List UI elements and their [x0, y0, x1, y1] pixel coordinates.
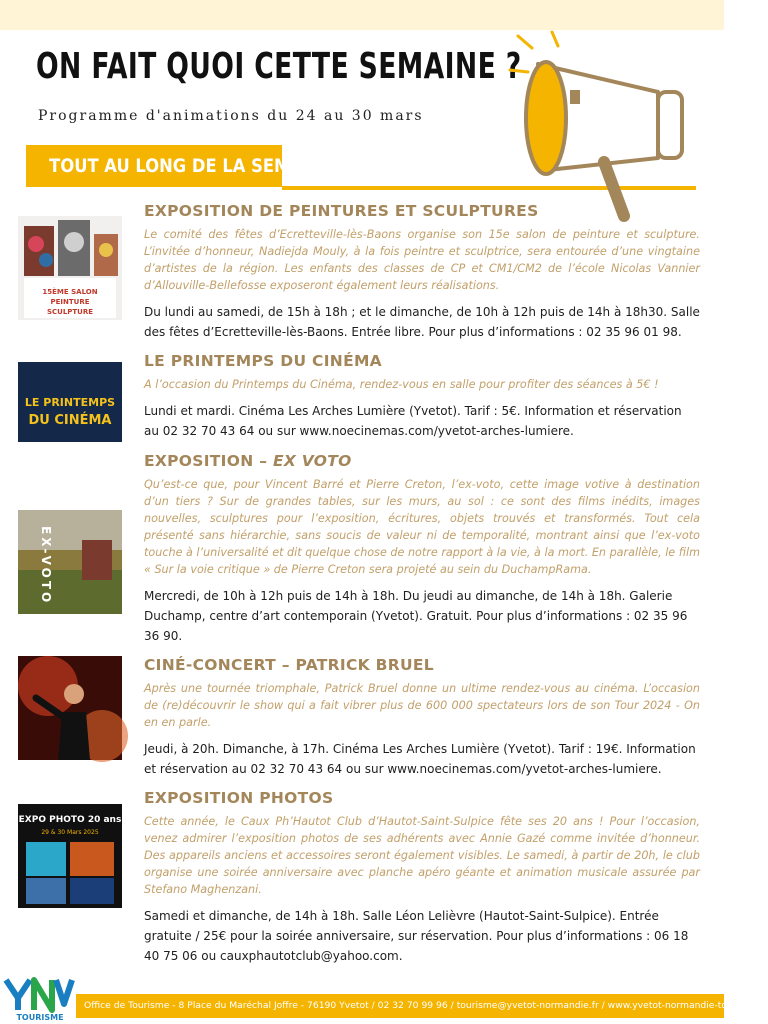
event-info: Mercredi, de 10h à 12h puis de 14h à 18h. Du jeudi au dimanche, de 14h à 18h. Galerie Duchamp, centre d’art contemporain (Yvetot). Gratuit. Pour plus d’informations : 02 35 96 36 90.	[144, 589, 688, 643]
tourism-logo-text: TOURISME	[16, 1013, 64, 1022]
event-exvoto-exhibition	[144, 452, 700, 646]
top-band	[0, 0, 724, 30]
section-banner-label: TOUT AU LONG DE LA SEMAINE	[49, 155, 334, 177]
event-cinema-spring	[144, 352, 700, 441]
section-banner	[26, 145, 334, 187]
photo-thumb-dates: 29 & 30 Mars 2025	[41, 829, 99, 836]
svg-text:PEINTURE: PEINTURE	[50, 298, 90, 306]
event-bruel-concert	[144, 656, 700, 779]
event-thumb-painting	[18, 216, 122, 320]
event-title: EXPOSITION PHOTOS	[144, 789, 334, 807]
exvoto-thumb-text: EX-VOTO	[39, 526, 53, 606]
event-info: Jeudi, à 20h. Dimanche, à 17h. Cinéma Les Arches Lumière (Yvetot). Tarif : 19€. Information et réservation au 02 32 70 43 64 ou sur www.noecinemas.com/yvetot-arches-lumiere.	[144, 742, 696, 776]
tourism-logo	[4, 974, 76, 1022]
event-description: Qu’est-ce que, pour Vincent Barré et Pierre Creton, l’ex-voto, cette image votive à destination d’un tiers ? Sur de grandes tables, sur les murs, au sol : ce sont des films inédits, images nouvelles, sculptures pour l’exposition, écritures, objets trouvés et transformés. Tout cela présenté sans hiérarchie, sans soucis de valeur ni de temporalité, montrant ainsi que l’ex-voto touche à l’universalité et dit quelque chose de notre rapport à la vie, à la mort. En parallèle, le film « Sur la voie critique » de Pierre Creton sera projeté au sein du DuchampRama.	[144, 478, 700, 576]
event-info: Lundi et mardi. Cinéma Les Arches Lumière (Yvetot). Tarif : 5€. Information et réservation au 02 32 70 43 64 ou sur www.noecinemas.com/yvetot-arches-lumiere.	[144, 404, 682, 438]
page-title: ON FAIT QUOI CETTE SEMAINE ?	[36, 46, 522, 87]
svg-text:SCULPTURE: SCULPTURE	[46, 308, 94, 316]
event-description: A l’occasion du Printemps du Cinéma, rendez-vous en salle pour profiter des séances à 5€ !	[144, 378, 659, 391]
footer-contact-bar: Office de Tourisme - 8 Place du Maréchal Joffre - 76190 Yvetot / 02 32 70 99 96 / tourisme@yvetot-normandie.fr / www.yvetot-normandie-tourisme.fr	[76, 994, 724, 1018]
event-info: Du lundi au samedi, de 15h à 18h ; et le dimanche, de 10h à 12h puis de 14h à 18h30. Salle des fêtes d’Ecretteville-lès-Baons. Entrée libre. Pour plus d’informations : 02 35 96 01 98.	[144, 305, 700, 339]
event-thumb-concert	[18, 656, 122, 760]
event-title: LE PRINTEMPS DU CINÉMA	[144, 352, 382, 370]
event-title: EXPOSITION DE PEINTURES ET SCULPTURES	[144, 202, 539, 220]
event-thumb-cinema	[18, 362, 122, 466]
event-title-prefix: EXPOSITION –	[144, 452, 273, 470]
event-info: Samedi et dimanche, de 14h à 18h. Salle Léon Lelièvre (Hautot-Saint-Sulpice). Entrée gratuite / 25€ pour la soirée anniversaire, sur réservation. Pour plus d’informations : 06 18 40 75 06 ou cauxphautotclub@yahoo.com.	[144, 909, 689, 963]
event-title	[144, 452, 700, 470]
event-thumb-exvoto	[18, 510, 122, 614]
megaphone-icon	[508, 30, 708, 225]
event-painting-exhibition	[144, 202, 700, 342]
cinema-logo-line1: LE PRINTEMPS	[24, 396, 116, 409]
photo-thumb-title: EXPO PHOTO 20 ans	[18, 815, 122, 825]
event-thumb-photo	[18, 804, 122, 908]
cinema-logo-line2: DU CINÉMA	[28, 413, 112, 428]
event-title: CINÉ-CONCERT – PATRICK BRUEL	[144, 656, 434, 674]
event-title-emphasis: EX VOTO	[272, 452, 352, 470]
page-subtitle: Programme d'animations du 24 au 30 mars	[38, 108, 424, 124]
event-description: Le comité des fêtes d’Ecretteville-lès-Baons organise son 15e salon de peinture et sculpture. L’invitée d’honneur, Nadiejda Mouly, à la fois peintre et sculptrice, sera entourée d’une vingtaine d’artistes de la région. Les enfants des classes de CP et CM1/CM2 de l’école Nicolas Vannier d’Allouville-Bellefosse exposeront également leurs réalisations.	[144, 228, 700, 292]
svg-text:15ÈME SALON: 15ÈME SALON	[42, 288, 98, 296]
event-description: Cette année, le Caux Ph’Hautot Club d’Hautot-Saint-Sulpice fête ses 20 ans ! Pour l’occasion, venez admirer l’exposition photos de ses adhérents avec Annie Gazé comme invitée d’honneur. Des appareils anciens et accessoires seront également visibles. Le samedi, à partir de 20h, le club organise une soirée anniversaire avec planche apéro géante et animation musicale assurée par Stefano Maghenzani.	[144, 815, 700, 896]
event-description: Après une tournée triomphale, Patrick Bruel donne un ultime rendez-vous au cinéma. L’occasion de (re)découvrir le show qui a fait vibrer plus de 600 000 spectateurs lors de son Tour 2024 - On en en parle.	[144, 682, 700, 729]
event-photo-exhibition	[144, 789, 700, 966]
